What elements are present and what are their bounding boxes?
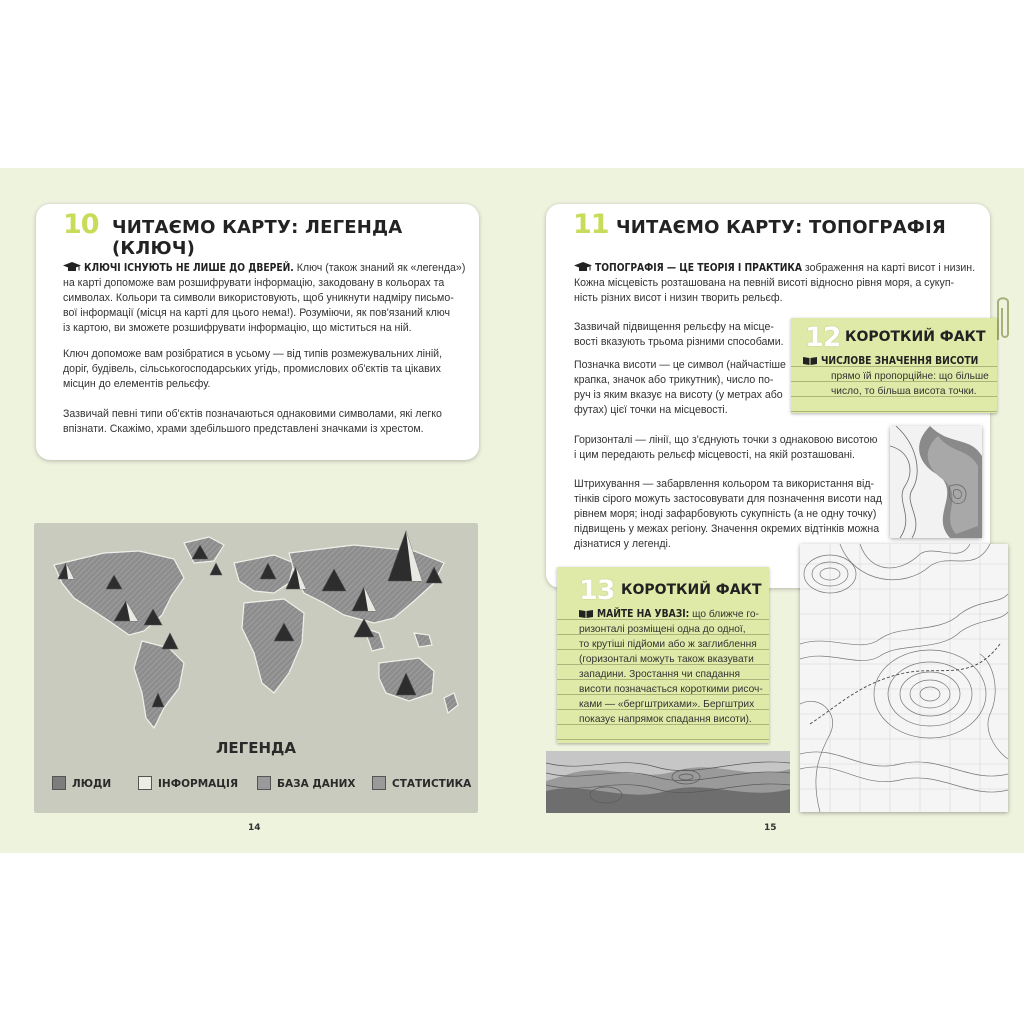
paragraph-lead-rest: зображення на карті висот і низин.	[801, 262, 976, 274]
paragraph-line: із картою, ви зможете розшифрувати інформацію, що міститься на ній.	[63, 322, 412, 334]
legend-item-statistics	[372, 776, 471, 790]
section-paragraph-1	[574, 261, 984, 306]
paragraph-line: місцин до елементів рельєфу.	[63, 378, 211, 390]
graduation-cap-icon	[63, 262, 81, 272]
paragraph-line: Штрихування — забарвлення кольором та використання від-	[574, 478, 875, 490]
fact-line: ризонталі розміщені одна до одної,	[579, 624, 746, 635]
page-number: 15	[764, 823, 777, 833]
legend-item-database	[257, 776, 356, 790]
fact-number: 12	[805, 322, 841, 353]
world-map-image	[34, 523, 478, 733]
book-spread	[0, 168, 1024, 853]
fact-line: висоти позначається короткими рисоч-	[579, 684, 763, 695]
shaded-relief-image	[546, 751, 790, 813]
paragraph-line: крапка, значок або трикутник), число по-	[574, 374, 774, 386]
page-right	[512, 168, 1024, 853]
paragraph-line: Ключ допоможе вам розібратися в усьому — від типів розмежувальних ліній,	[63, 348, 443, 360]
paragraph-lead-line	[63, 261, 473, 276]
topographic-strip	[546, 751, 790, 813]
fact-lead-rest: що ближче го-	[689, 609, 759, 620]
section-title: ЧИТАЄМО КАРТУ: ТОПОГРАФІЯ	[616, 217, 946, 238]
legend-label: СТАТИСТИКА	[392, 778, 472, 790]
section-title: ЧИТАЄМО КАРТУ: ЛЕГЕНДА (КЛЮЧ)	[112, 217, 403, 259]
section-paragraph-1	[63, 261, 473, 336]
legend-title: ЛЕГЕНДА	[215, 739, 297, 757]
paragraph-line: впізнати. Скажімо, храми здебільшого представлені значками із хрестом.	[63, 423, 424, 435]
fact-title: КОРОТКИЙ ФАКТ	[621, 582, 762, 598]
section-paragraph-2	[63, 347, 473, 392]
legend-item-information	[138, 776, 238, 790]
paragraph-line: на карті допоможе вам розшифрувати інформацію, закодовану в кольорах та	[63, 277, 445, 289]
short-fact-12	[791, 318, 997, 413]
paragraph-line: символах. Кольори та символи використовують, щоб уникнути надміру письмо-	[63, 292, 454, 304]
section-number: 10	[63, 209, 99, 240]
fact-text	[579, 607, 767, 727]
fact-line: прямо їй пропорційне: що більше	[831, 371, 989, 382]
paragraph-line: руч із яким вказує на висоту (у метрах або	[574, 389, 783, 401]
paragraph-lead: КЛЮЧІ ІСНУЮТЬ НЕ ЛИШЕ ДО ДВЕРЕЙ.	[84, 263, 294, 274]
fact-title: КОРОТКИЙ ФАКТ	[845, 329, 986, 345]
paragraph-line: ність різних висот і низин творить рельєф.	[574, 292, 783, 304]
paragraph-lead: ТОПОГРАФІЯ — ЦЕ ТЕОРІЯ І ПРАКТИКА	[595, 263, 802, 274]
fact-lead-line	[579, 607, 767, 622]
legend-swatch	[372, 776, 386, 790]
topographic-map-large	[800, 544, 1008, 812]
book-icon	[579, 609, 593, 618]
paragraph-line: Позначка висоти — це символ (найчастіше	[574, 359, 786, 371]
paragraph-line: рівнем моря; іноді зафарбовують сукупність (а не одну точку)	[574, 508, 877, 520]
paragraph-line: підвищень у межах регіону. Значення окремих відтінків можна	[574, 523, 880, 535]
section-number: 11	[573, 209, 609, 240]
short-fact-13	[557, 567, 769, 743]
paragraph-line: вості вказують трьома різними способами.	[574, 336, 784, 348]
legend-swatch	[257, 776, 271, 790]
section-paragraph-2	[574, 320, 794, 350]
fact-line: ками — «бергштрихами». Бергштрих	[579, 699, 755, 710]
paragraph-line: Кожна місцевість розташована на певній висоті відносно рівня моря, а сукуп-	[574, 277, 955, 289]
paragraph-line: і цим передають рельєф місцевості, на якій розташовані.	[574, 449, 855, 461]
fact-lead: МАЙТЕ НА УВАЗІ:	[597, 609, 690, 620]
paragraph-line: тінків сірого можуть застосовувати для позначення висоти над	[574, 493, 882, 505]
fact-lead: ЧИСЛОВЕ ЗНАЧЕННЯ ВИСОТИ	[821, 356, 979, 367]
paragraph-line: футах) цієї точки на місцевості.	[574, 404, 728, 416]
world-map-illustration	[34, 523, 478, 813]
legend-label: ІНФОРМАЦІЯ	[158, 778, 239, 790]
legend-swatch	[52, 776, 66, 790]
topographic-image-small	[890, 426, 982, 538]
contour-map-image	[890, 426, 982, 538]
legend-label: БАЗА ДАНИХ	[277, 778, 356, 790]
fact-line: число, то більша висота точки.	[831, 386, 977, 397]
paragraph-line: Зазвичай певні типи об'єктів позначаються однаковими символами, які легко	[63, 408, 442, 420]
paragraph-lead-rest: Ключ (також знаний як «легенда»)	[293, 262, 466, 274]
paragraph-line: доріг, будівель, сільськогосподарських угідь, промислових об'єктів та цікавих	[63, 363, 441, 375]
page-number: 14	[248, 823, 261, 833]
page-left	[0, 168, 512, 853]
section-paragraph-5	[574, 477, 884, 552]
legend-label: ЛЮДИ	[72, 778, 112, 790]
section-paragraph-3	[63, 407, 473, 437]
paragraph-line: вої інформації (місця на карті для цього нема!). Розуміючи, як пов'язаний ключ	[63, 307, 451, 319]
fact-line: то крутіші підйоми або ж заглиблення	[579, 639, 757, 650]
fact-line: показує напрямок спадання висоти).	[579, 714, 752, 725]
paragraph-line: Горизонталі — лінії, що з'єднують точки з однаковою висотою	[574, 434, 878, 446]
paragraph-line: Зазвичай підвищення рельєфу на місце-	[574, 321, 774, 333]
legend-swatch	[138, 776, 152, 790]
fact-text	[803, 354, 993, 399]
section-paragraph-4	[574, 433, 884, 463]
section-10-card	[36, 204, 479, 460]
book-icon	[803, 356, 817, 365]
fact-number: 13	[579, 575, 615, 606]
fact-lead-line	[803, 354, 993, 369]
graduation-cap-icon	[574, 262, 592, 272]
contour-map-image	[800, 544, 1008, 812]
paragraph-lead-line	[574, 261, 984, 276]
fact-line: западини. Зростання чи спадання	[579, 669, 741, 680]
legend-item-people	[52, 776, 111, 790]
fact-line: (горизонталі можуть також вказувати	[579, 654, 754, 665]
section-paragraph-3	[574, 358, 794, 418]
paragraph-line: дізнатися у легенді.	[574, 538, 671, 550]
